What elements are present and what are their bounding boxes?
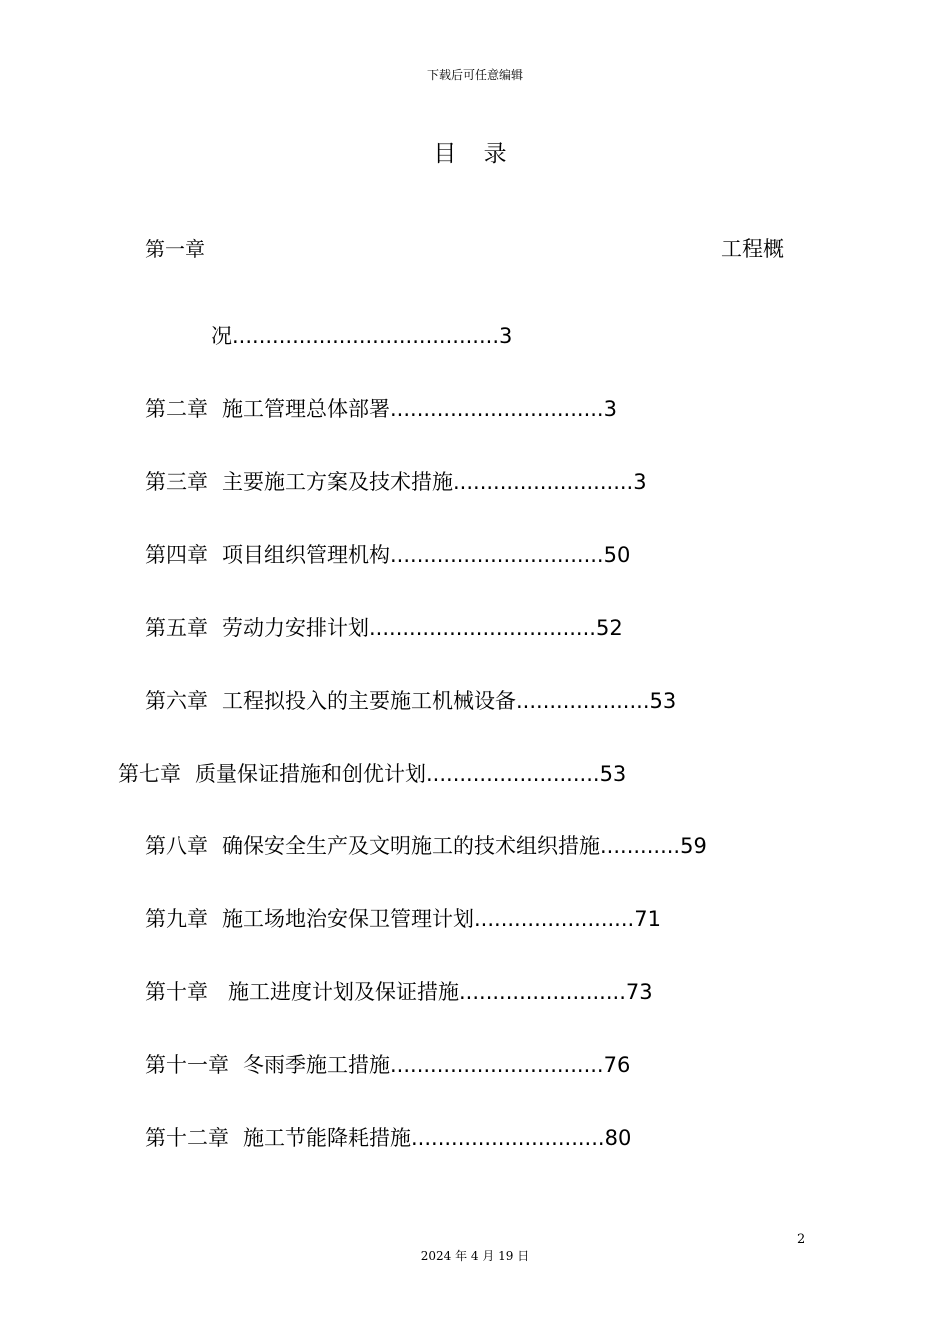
toc-entry-title: 施工节能降耗措施: [243, 1126, 411, 1150]
toc-entry-title: 质量保证措施和创优计划: [195, 762, 426, 786]
header-note: 下载后可任意编辑: [426, 68, 523, 82]
toc-entry-chapter: 第十一章: [145, 1053, 229, 1077]
toc-entry-chapter: 第八章: [145, 834, 208, 858]
toc-entry-chapter: 第四章: [145, 543, 208, 567]
toc-entry-dots: ................................: [390, 397, 604, 421]
toc-entry-5[interactable]: [145, 614, 623, 642]
toc-entry-title: 主要施工方案及技术措施: [222, 470, 453, 494]
toc-entry-chapter: 第五章: [145, 616, 208, 640]
toc-entry-2[interactable]: [145, 395, 617, 423]
toc-entry-page: 52: [595, 616, 623, 640]
toc-entry-dots: .........................: [459, 980, 626, 1004]
toc-entry-chapter: 第十章: [145, 980, 208, 1004]
toc-entry-title: 施工管理总体部署: [222, 397, 390, 421]
toc-entry-dots: ..........................: [426, 762, 600, 786]
toc-entry-1-chapter[interactable]: 第一章: [145, 237, 205, 261]
toc-entry-1-page: 3: [499, 324, 513, 348]
toc-entry-chapter: 第六章: [145, 689, 208, 713]
toc-entry-chapter: 第二章: [145, 397, 208, 421]
toc-entry-3[interactable]: [145, 468, 647, 496]
toc-entry-chapter: 第三章: [145, 470, 208, 494]
toc-entry-title: 施工场地治安保卫管理计划: [222, 907, 474, 931]
toc-entry-dots: .............................: [411, 1126, 605, 1150]
toc-entry-chapter: 第十二章: [145, 1126, 229, 1150]
toc-entry-page: 80: [604, 1126, 632, 1150]
toc-entry-dots: ............: [600, 834, 681, 858]
toc-entry-1-continuation[interactable]: [211, 322, 512, 350]
toc-entry-6[interactable]: [145, 687, 676, 715]
toc-entry-dots: ...........................: [453, 470, 634, 494]
toc-entry-1-title-end: 况: [211, 324, 232, 348]
page-number: 2: [797, 1232, 806, 1247]
toc-title: 目 录: [433, 141, 517, 167]
toc-entry-chapter: 第九章: [145, 907, 208, 931]
toc-entry-title: 劳动力安排计划: [222, 616, 369, 640]
toc-entry-page: 53: [599, 762, 627, 786]
toc-entry-dots: ................................: [390, 1053, 604, 1077]
toc-entry-page: 50: [603, 543, 631, 567]
toc-entry-chapter: 第七章: [118, 762, 181, 786]
toc-entry-dots: ........................: [474, 907, 635, 931]
toc-entry-title: 冬雨季施工措施: [243, 1053, 390, 1077]
toc-entry-1-title-start[interactable]: 工程概: [721, 237, 784, 261]
toc-entry-8[interactable]: [145, 832, 707, 860]
toc-entry-page: 76: [603, 1053, 631, 1077]
toc-entry-page: 3: [633, 470, 647, 494]
toc-entry-1-dots: ........................................: [232, 324, 500, 348]
toc-entry-title: 施工进度计划及保证措施: [228, 980, 459, 1004]
footer-date: 2024 年 4 月 19 日: [420, 1249, 530, 1263]
toc-entry-dots: ................................: [390, 543, 604, 567]
toc-entry-page: 59: [680, 834, 707, 858]
toc-entry-9[interactable]: [145, 905, 661, 933]
toc-entry-4[interactable]: [145, 541, 630, 569]
toc-entry-12[interactable]: [145, 1124, 631, 1152]
toc-entry-page: 3: [603, 397, 617, 421]
toc-entry-dots: ....................: [516, 689, 650, 713]
toc-entry-title: 工程拟投入的主要施工机械设备: [222, 689, 516, 713]
toc-entry-page: 73: [625, 980, 653, 1004]
toc-entry-dots: ..................................: [369, 616, 596, 640]
toc-entry-7[interactable]: [118, 760, 626, 788]
toc-entry-title: 确保安全生产及文明施工的技术组织措施: [222, 834, 600, 858]
toc-entry-title: 项目组织管理机构: [222, 543, 390, 567]
toc-entry-10[interactable]: [145, 978, 653, 1006]
toc-entry-11[interactable]: [145, 1051, 630, 1079]
toc-entry-page: 53: [649, 689, 677, 713]
toc-entry-page: 71: [634, 907, 661, 931]
